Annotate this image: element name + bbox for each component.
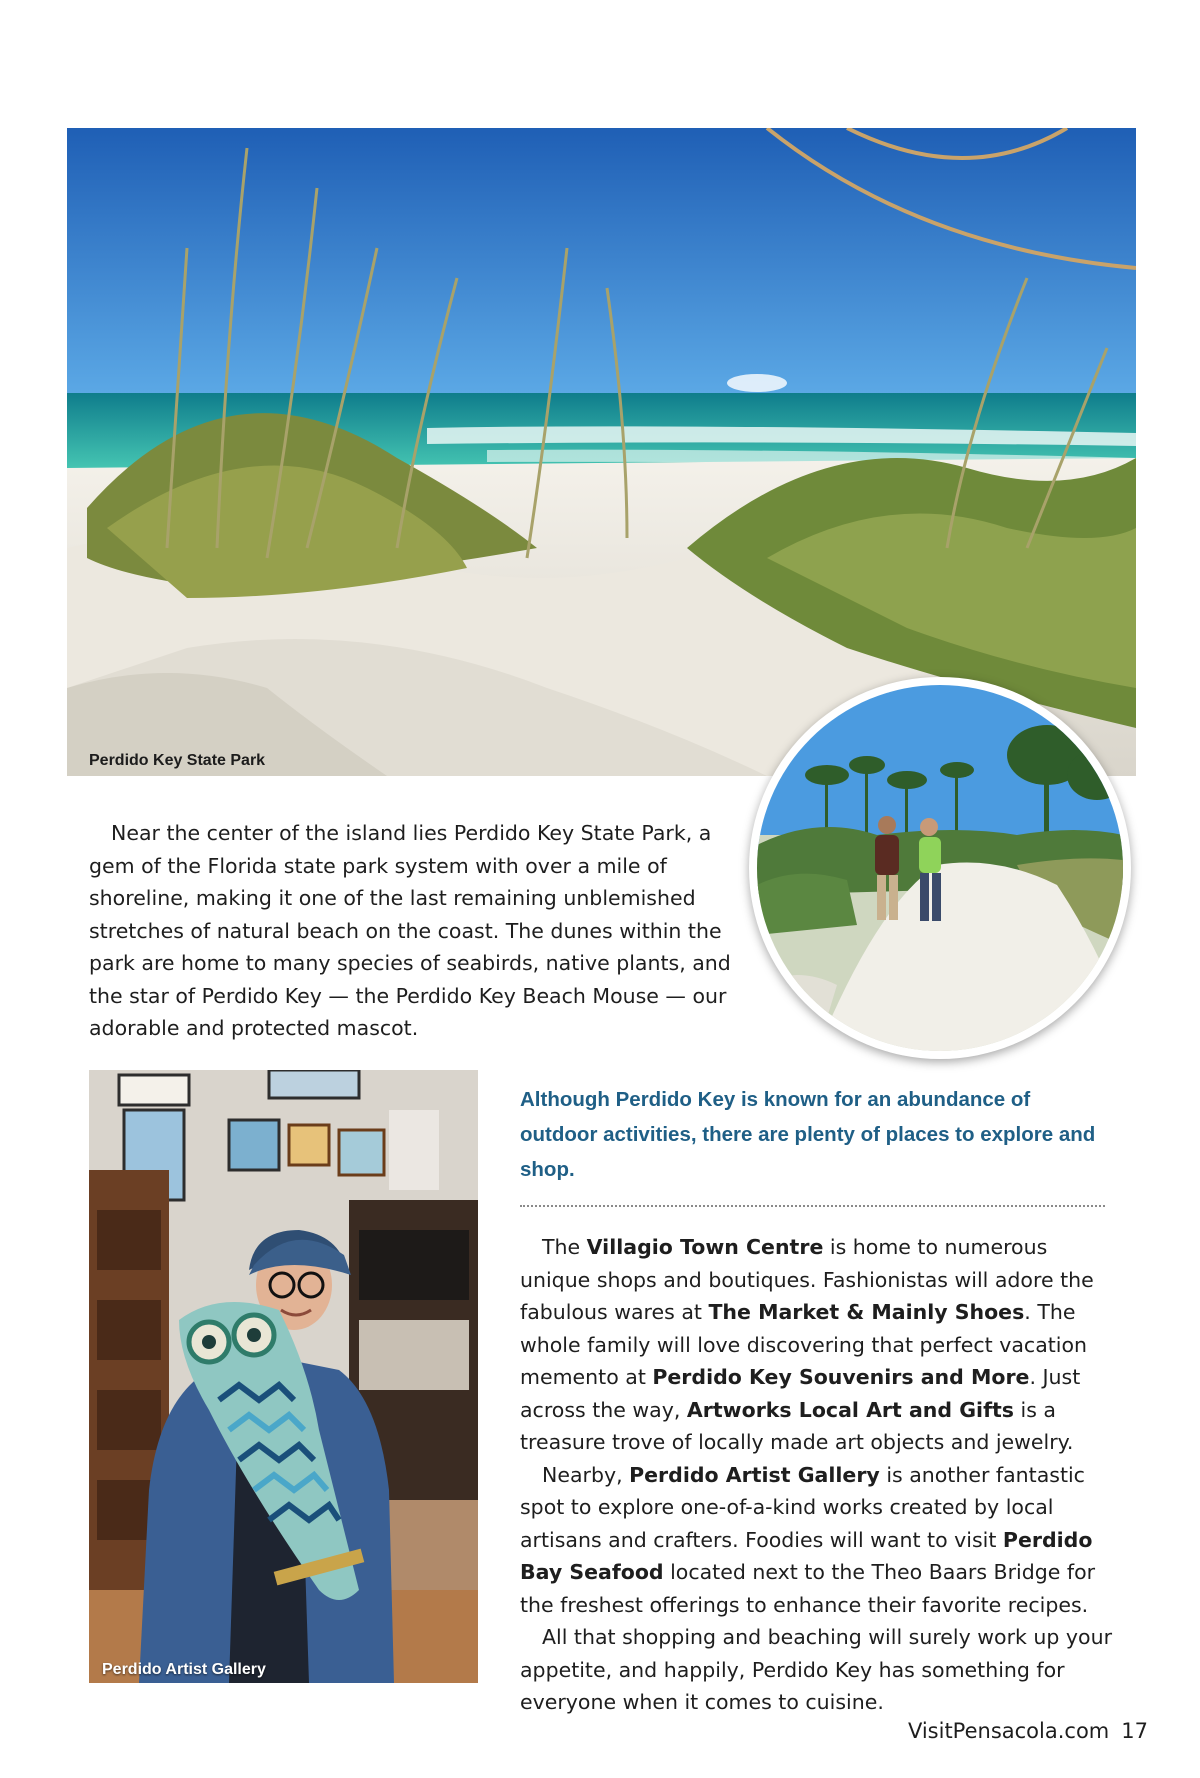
beach-dune-image (67, 128, 1136, 776)
text-run: is a treasure trove of locally made art objects and jewelry. (520, 1397, 1074, 1454)
text-run: is another fantastic spot to explore one-of-a-kind works created by local artisans and crafters. Foodies will want to visit (520, 1462, 1085, 1552)
venue-name: Villagio Town Centre (586, 1235, 824, 1259)
hero-photo (67, 128, 1136, 776)
page-footer (908, 1719, 1148, 1743)
text-run: located next to the Theo Baars Bridge for the freshest offerings to enhance their favorite recipes. (520, 1560, 1096, 1617)
gallery-photo (89, 1070, 478, 1683)
hikers-photo-frame (749, 677, 1131, 1059)
intro-paragraph: Near the center of the island lies Perdido Key State Park, a gem of the Florida state park system with over a mile of shoreline, making it one of the last remaining unblemished stretches of natural beach on the coast. The dunes within the park are home to many species of seabirds, native plants, and the star of Perdido Key — the Perdido Key Beach Mouse — our adorable and protected mascot. (89, 821, 731, 1040)
shopping-section (520, 1082, 1120, 1719)
shopping-story (520, 1231, 1120, 1719)
intro-section (89, 817, 739, 1045)
artist-with-owl-image (89, 1070, 478, 1683)
footer-website: VisitPensacola.com (907, 1719, 1110, 1743)
hero-caption: Perdido Key State Park (89, 752, 266, 769)
venue-name: Perdido Artist Gallery (629, 1462, 880, 1487)
gallery-caption: Perdido Artist Gallery (102, 1661, 266, 1678)
venue-name: The Market & Mainly Shoes (708, 1300, 1025, 1324)
text-run: is home to numerous unique shops and boutiques. Fashionistas will adore the fabulous wares at (520, 1235, 1094, 1324)
text-run: Nearby, (542, 1462, 630, 1487)
story-paragraph-1 (520, 1231, 1120, 1459)
pull-quote: Although Perdido Key is known for an abundance of outdoor activities, there are plenty of places to explore and shop. (520, 1082, 1105, 1207)
venue-name: Artworks Local Art and Gifts (686, 1397, 1014, 1422)
text-run: . The whole family will love discovering that perfect vacation memento at (520, 1300, 1088, 1389)
venue-name: Perdido Bay Seafood (520, 1527, 1093, 1584)
story-paragraph-2 (520, 1459, 1120, 1622)
page-number: 17 (1121, 1719, 1148, 1743)
hikers-image (757, 685, 1123, 1051)
venue-name: Perdido Key Souvenirs and More (652, 1365, 1030, 1389)
story-paragraph-3: All that shopping and beaching will surely work up your appetite, and happily, Perdido Key has something for everyone when it comes to cuisine. (520, 1625, 1113, 1714)
text-run: The (542, 1235, 587, 1259)
text-run: . Just across the way, (520, 1365, 1081, 1422)
hikers-photo (757, 685, 1123, 1051)
